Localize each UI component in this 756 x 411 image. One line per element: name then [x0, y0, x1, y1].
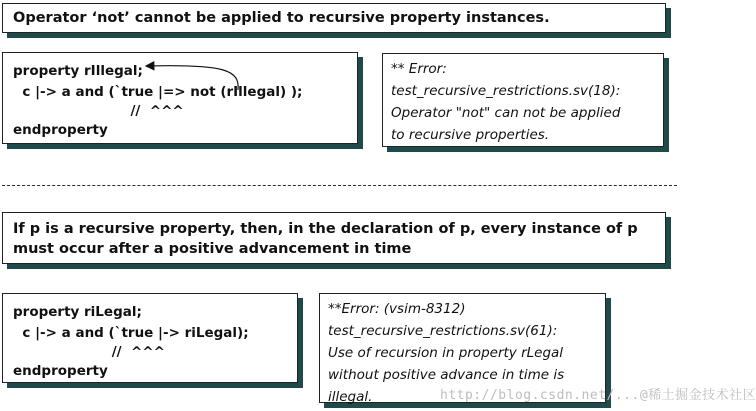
- bottom-title-box: [2, 212, 666, 264]
- error-line: to recursive properties.: [391, 127, 550, 143]
- section-divider: [2, 185, 677, 186]
- code-line: c |-> a and (`true |-> riLegal);: [13, 325, 249, 341]
- bottom-title-line: must occur after a positive advancement in time: [13, 241, 412, 257]
- code-line: endproperty: [13, 363, 108, 379]
- top-title: Operator ‘not’ cannot be applied to recursive property instances.: [13, 10, 550, 26]
- code-line: property riLegal;: [13, 304, 142, 320]
- error-line: Use of recursion in property rLegal: [328, 345, 564, 361]
- code-line: // ^^^: [13, 344, 165, 360]
- bottom-code-box: [2, 293, 298, 383]
- bottom-title-line: If p is a recursive property, then, in the declaration of p, every instance of p: [13, 221, 638, 237]
- code-line: c |-> a and (`true |=> not (rIllegal) );: [13, 84, 303, 100]
- watermark: http://blog.csdn.net/...@稀土掘金技术社区: [440, 388, 756, 403]
- error-line: illegal.: [328, 389, 373, 405]
- top-error-box: [382, 53, 664, 147]
- error-line: test_recursive_restrictions.sv(61):: [328, 323, 558, 339]
- error-line: ** Error:: [391, 61, 447, 77]
- code-line: endproperty: [13, 122, 108, 138]
- error-line: test_recursive_restrictions.sv(18):: [391, 83, 621, 99]
- code-line: // ^^^: [13, 103, 184, 119]
- code-line: property rIllegal;: [13, 63, 143, 79]
- error-line: Operator "not" can not be applied: [391, 105, 621, 121]
- error-line: **Error: (vsim-8312): [328, 301, 466, 317]
- error-line: without positive advance in time is: [328, 367, 565, 383]
